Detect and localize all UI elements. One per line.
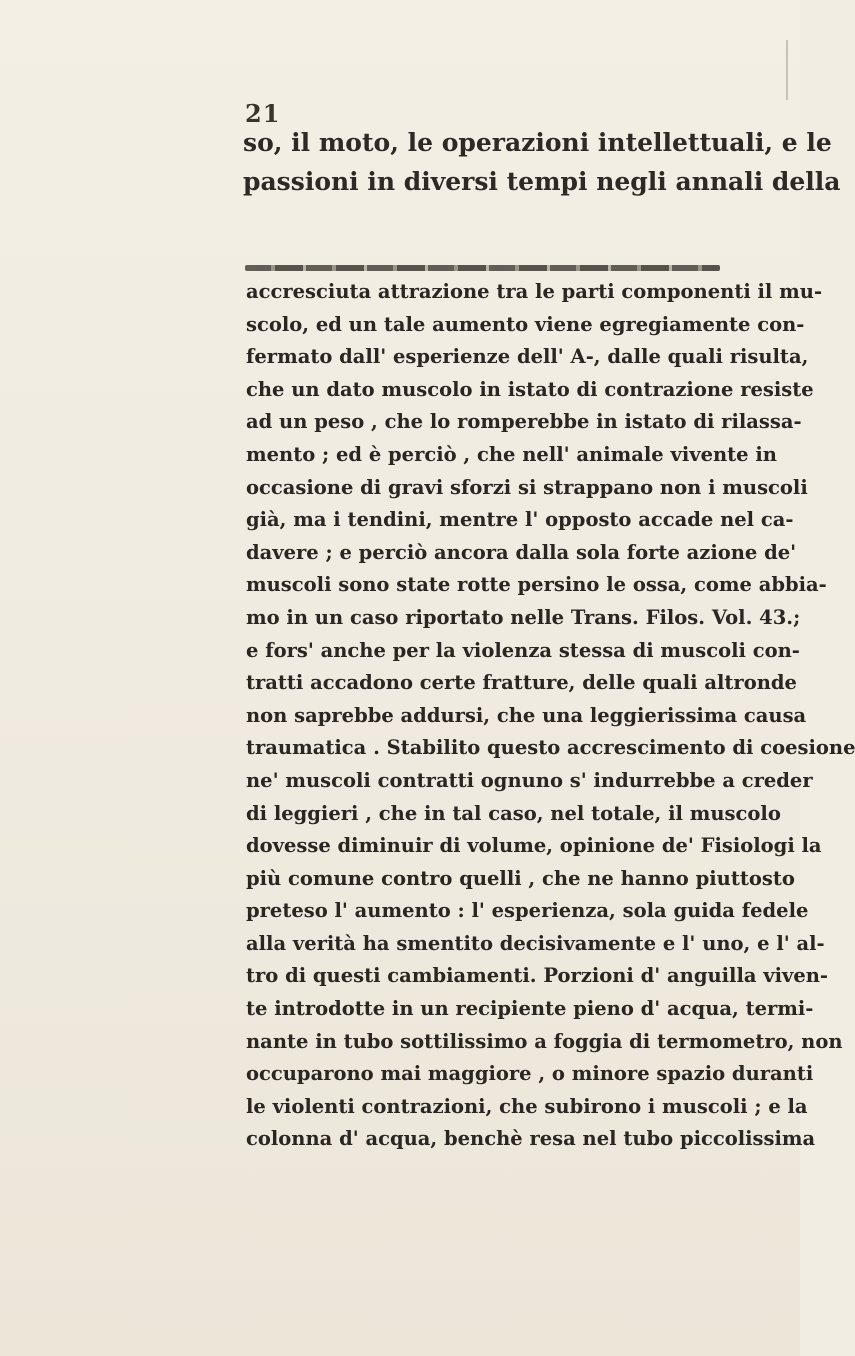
text-line: mo in un caso riportato nelle Trans. Filos. Vol. 43.;: [246, 605, 801, 629]
text-line: accresciuta attrazione tra le parti componenti il mu-: [246, 280, 823, 303]
text-line: le violenti contrazioni, che subirono i muscoli ; e la: [246, 1094, 808, 1118]
text-line: di leggieri , che in tal caso, nel totale, il muscolo: [246, 801, 781, 825]
text-line: te introdotte in un recipiente pieno d' acqua, termi-: [246, 997, 814, 1021]
text-line: colonna d' acqua, benchè resa nel tubo piccolissima: [246, 1127, 816, 1151]
text-line: ad un peso , che lo romperebbe in istato di rilassa-: [246, 410, 802, 434]
text-line: già, ma i tendini, mentre l' opposto accade nel ca-: [246, 508, 794, 532]
paper-edge-mark: [786, 40, 788, 100]
text-line: ne' muscoli contratti ognuno s' indurrebbe a creder: [246, 768, 813, 792]
text-line: non saprebbe addursi, che una leggierissima causa: [246, 703, 807, 727]
text-line: muscoli sono state rotte persino le ossa, come abbia-: [246, 573, 827, 597]
text-line: occasione di gravi sforzi si strappano non i muscoli: [246, 475, 808, 499]
text-line: preteso l' aumento : l' esperienza, sola guida fedele: [246, 899, 809, 923]
text-line: alla verità ha smentito decisivamente e l' uno, e l' al-: [246, 931, 825, 955]
text-line: traumatica . Stabilito questo accrescimento di coesione: [246, 736, 855, 760]
top-paragraph: [243, 123, 841, 201]
text-line: che un dato muscolo in istato di contrazione resiste: [246, 377, 814, 401]
text-line: passioni in diversi tempi negli annali della: [243, 167, 841, 196]
text-line: so, il moto, le operazioni intellettuali, e le: [243, 128, 832, 157]
section-divider: [245, 265, 720, 271]
page-number: 21: [245, 99, 281, 128]
body-paragraph: [246, 276, 855, 1156]
text-line: fermato dall' esperienze dell' A-, dalle quali risulta,: [246, 345, 809, 369]
text-line: più comune contro quelli , che ne hanno piuttosto: [246, 866, 795, 890]
text-line: tro di questi cambiamenti. Porzioni d' anguilla viven-: [246, 964, 829, 988]
text-line: nante in tubo sottilissimo a foggia di termometro, non: [246, 1029, 843, 1053]
text-line: occuparono mai maggiore , o minore spazio duranti: [246, 1062, 814, 1086]
text-line: tratti accadono certe fratture, delle quali altronde: [246, 671, 797, 695]
text-line: dovesse diminuir di volume, opinione de' Fisiologi la: [246, 834, 822, 858]
text-line: davere ; e perciò ancora dalla sola forte azione de': [246, 540, 797, 564]
text-line: scolo, ed un tale aumento viene egregiamente con-: [246, 312, 805, 336]
text-line: mento ; ed è perciò , che nell' animale vivente in: [246, 442, 777, 466]
text-line: e fors' anche per la violenza stessa di muscoli con-: [246, 638, 800, 662]
